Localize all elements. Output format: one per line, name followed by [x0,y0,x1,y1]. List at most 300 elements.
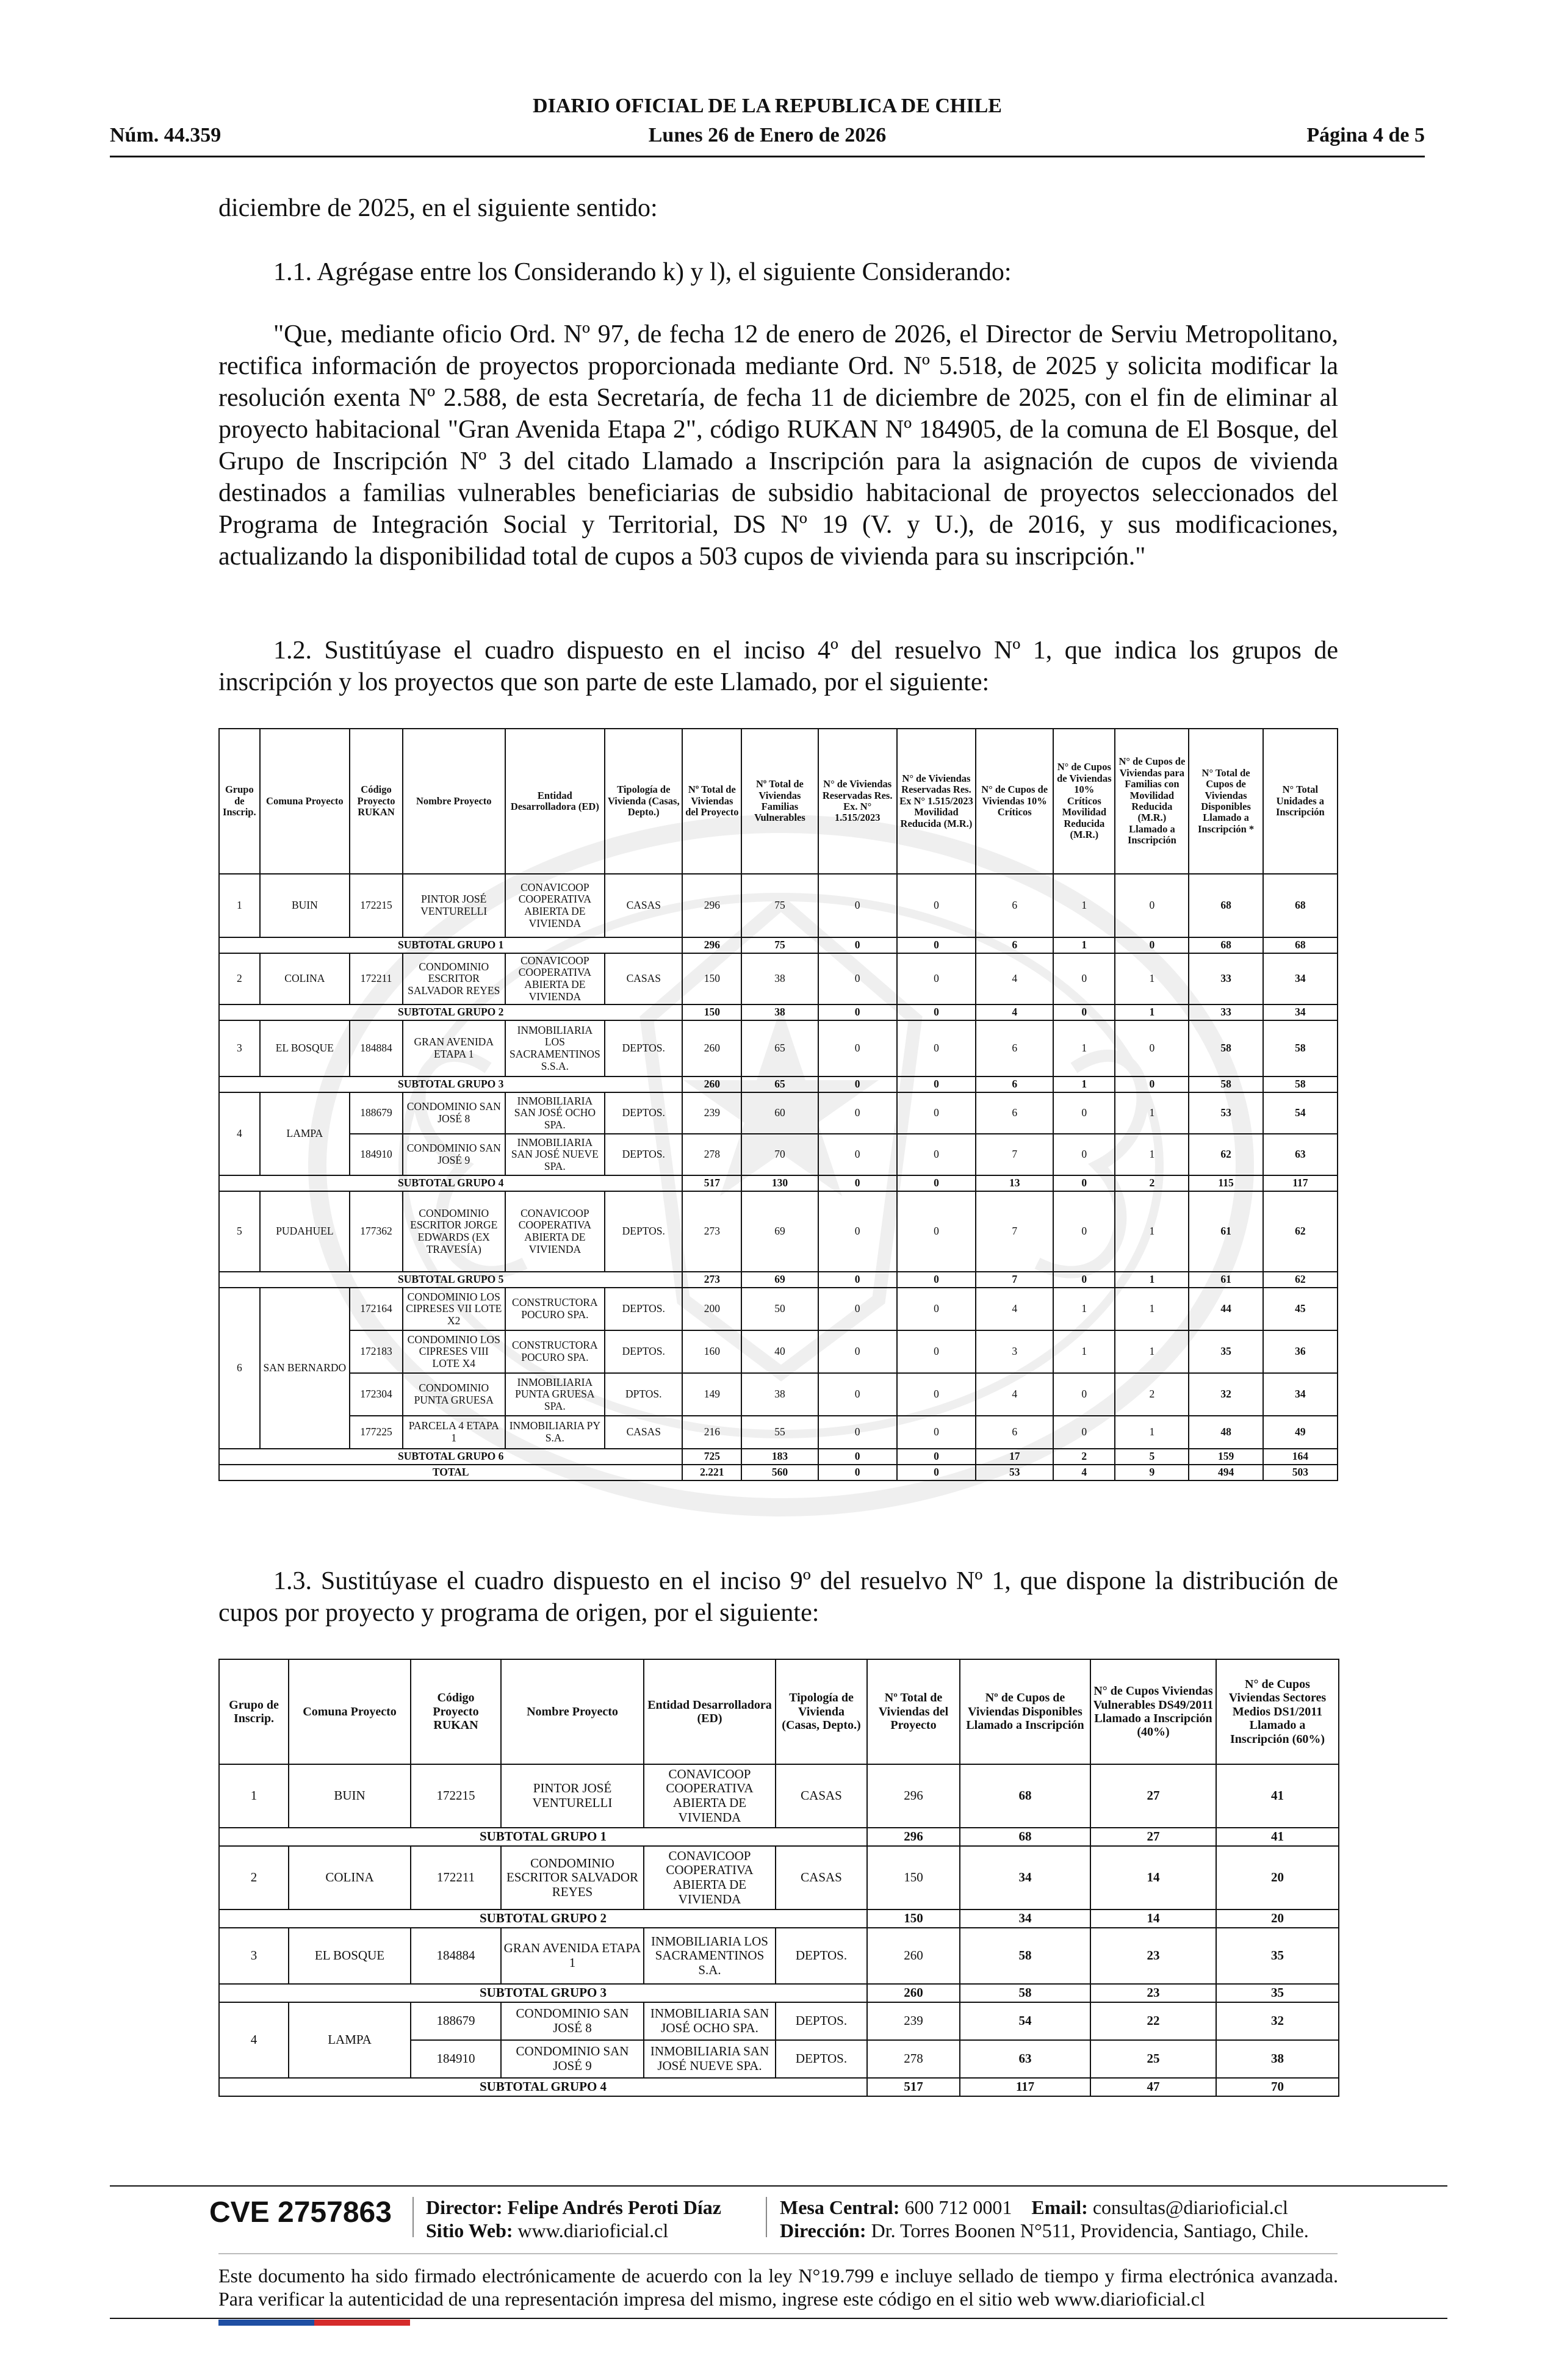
subtotal-value: 0 [897,1272,976,1288]
developer-cell: CONAVICOOP COOPERATIVA ABIERTA DE VIVIENDA [505,874,605,937]
rukan-code-cell: 172211 [350,953,403,1004]
value-cell: 0 [1053,1416,1115,1449]
project-name-cell: CONDOMINIO LOS CIPRESES VIII LOTE X4 [403,1330,505,1373]
subtotal-value: 58 [1263,1076,1338,1092]
value-cell: 200 [682,1288,741,1330]
column-header: Grupo de Inscrip. [219,729,260,874]
value-cell: 0 [1053,953,1115,1004]
rukan-code-cell: 184884 [350,1020,403,1076]
value-cell: 0 [1115,874,1189,937]
subtotal-value: 61 [1189,1272,1262,1288]
body-text-block-2 [218,256,1338,288]
typology-cell: CASAS [605,953,682,1004]
rukan-code-cell: 177225 [350,1416,403,1449]
value-cell: 68 [960,1764,1090,1828]
header-divider [110,156,1425,157]
subtotal-value: 47 [1090,2078,1216,2096]
value-cell: 35 [1216,1928,1339,1984]
value-cell: 0 [818,874,897,937]
table-row [219,1134,1338,1175]
value-cell: 62 [1189,1134,1262,1175]
subtotal-value: 0 [1053,1175,1115,1191]
developer-cell: CONAVICOOP COOPERATIVA ABIERTA DE VIVIENDA [505,1191,605,1272]
typology-cell: DEPTOS. [605,1191,682,1272]
director-label: Director: [426,2196,503,2218]
column-header: Comuna Proyecto [289,1659,411,1764]
website-link[interactable]: www.diarioficial.cl [517,2220,669,2241]
group-number-cell: 4 [219,2002,289,2078]
value-cell: 55 [741,1416,818,1449]
rukan-code-cell: 172183 [350,1330,403,1373]
subtotal-value: 115 [1189,1175,1262,1191]
typology-cell: DEPTOS. [605,1020,682,1076]
value-cell: 61 [1189,1191,1262,1272]
subtotal-value: 273 [682,1272,741,1288]
paragraph-considerando: "Que, mediante oficio Ord. Nº 97, de fecha 12 de enero de 2026, el Director de Serviu Metropolitano, rectifica información de proyectos proporcionada mediante Ord. Nº 5.518, de 2025 y solicita modificar la resolución exenta Nº 2.588, de esta Secretaría, de fecha 11 de diciembre de 2025, con el fin de eliminar al proyecto habitacional "Gran Avenida Etapa 2", código RUKAN Nº 184905, de la comuna de El Bosque, del Grupo de Inscripción Nº 3 del citado Llamado a Inscripción para la asignación de cupos de vivienda destinados a familias vulnerables beneficiarias de subsidio habitacional de proyectos seleccionados del Programa de Integración Social y Territorial, DS Nº 19 (V. y U.), de 2016, y sus modificaciones, actualizando la disponibilidad total de cupos a 503 cupos de vivienda para su inscripción." [218,320,1338,571]
column-header: Nombre Proyecto [501,1659,644,1764]
table-row [219,1330,1338,1373]
subtotal-value: 70 [1216,2078,1339,2096]
value-cell: 2 [1115,1373,1189,1416]
value-cell: 4 [976,1373,1053,1416]
body-text-block-3 [218,319,1338,572]
value-cell: 1 [1115,1134,1189,1175]
rukan-code-cell: 188679 [350,1092,403,1134]
subtotal-value: 33 [1189,1004,1262,1020]
subtotal-value: 34 [1263,1004,1338,1020]
subtotal-value: 58 [1189,1076,1262,1092]
project-name-cell: CONDOMINIO LOS CIPRESES VII LOTE X2 [403,1288,505,1330]
column-header: N° de Cupos de Viviendas para Familias con Movilidad Reducida (M.R.) Llamado a Inscripción [1115,729,1189,874]
group-number-cell: 3 [219,1020,260,1076]
subtotal-row [219,1076,1338,1092]
value-cell: 34 [1263,1373,1338,1416]
subtotal-value: 34 [960,1909,1090,1928]
subtotal-value: 38 [741,1004,818,1020]
project-name-cell: GRAN AVENIDA ETAPA 1 [403,1020,505,1076]
total-value: 2.221 [682,1465,741,1480]
value-cell: 0 [897,1191,976,1272]
phone-number: 600 712 0001 [904,2196,1012,2218]
value-cell: 296 [682,874,741,937]
issue-number: Núm. 44.359 [110,124,222,146]
value-cell: 6 [976,1416,1053,1449]
group-number-cell: 6 [219,1288,260,1449]
newspaper-title: DIARIO OFICIAL DE LA REPUBLICA DE CHILE [533,95,1002,117]
value-cell: 0 [818,1191,897,1272]
column-header: Nº Total de Viviendas del Proyecto [867,1659,960,1764]
value-cell: 6 [976,874,1053,937]
value-cell: 38 [741,1373,818,1416]
project-name-cell: CONDOMINIO SAN JOSÉ 8 [501,2002,644,2040]
footer-separator [766,2197,767,2237]
paragraph-1-2: 1.2. Sustitúyase el cuadro dispuesto en el inciso 4º del resuelvo Nº 1, que indica los grupos de inscripción y los proyectos que son parte de este Llamado, por el siguiente: [218,636,1338,696]
subtotal-value: 0 [897,1175,976,1191]
subtotal-value: 58 [960,1984,1090,2002]
value-cell: 150 [867,1846,960,1909]
developer-cell: CONAVICOOP COOPERATIVA ABIERTA DE VIVIENDA [644,1846,776,1909]
table-row [219,1373,1338,1416]
value-cell: 150 [682,953,741,1004]
rukan-code-cell: 172211 [411,1846,501,1909]
value-cell: 70 [741,1134,818,1175]
value-cell: 0 [897,953,976,1004]
table-row [219,874,1338,937]
group-number-cell: 2 [219,953,260,1004]
value-cell: 296 [867,1764,960,1828]
value-cell: 58 [1189,1020,1262,1076]
developer-cell: CONSTRUCTORA POCURO SPA. [505,1288,605,1330]
column-header: N° de Cupos Viviendas Sectores Medios DS1/2011 Llamado a Inscripción (60%) [1216,1659,1339,1764]
value-cell: 40 [741,1330,818,1373]
value-cell: 25 [1090,2040,1216,2078]
subtotal-value: 0 [818,1004,897,1020]
subtotal-value: 0 [818,1076,897,1092]
project-name-cell: CONDOMINIO PUNTA GRUESA [403,1373,505,1416]
value-cell: 1 [1053,1330,1115,1373]
commune-cell: BUIN [260,874,350,937]
column-header: N° de Cupos Viviendas Vulnerables DS49/2011 Llamado a Inscripción (40%) [1090,1659,1216,1764]
subtotal-value: 183 [741,1449,818,1465]
table-row [219,1416,1338,1449]
value-cell: 0 [818,1020,897,1076]
footer-divider-top [110,2185,1447,2187]
subtotal-value: 27 [1090,1828,1216,1846]
value-cell: 41 [1216,1764,1339,1828]
subtotal-row [219,1175,1338,1191]
column-header: Comuna Proyecto [260,729,350,874]
table-row [219,1020,1338,1076]
value-cell: 0 [1115,1020,1189,1076]
subtotal-value: 0 [818,1449,897,1465]
total-value: 53 [976,1465,1053,1480]
value-cell: 0 [818,1288,897,1330]
value-cell: 1 [1115,1416,1189,1449]
subtotal-value: 75 [741,937,818,953]
value-cell: 68 [1189,874,1262,937]
commune-cell: LAMPA [289,2002,411,2078]
group-number-cell: 3 [219,1928,289,1984]
value-cell: 0 [897,1373,976,1416]
value-cell: 260 [682,1020,741,1076]
value-cell: 1 [1053,1020,1115,1076]
value-cell: 0 [818,953,897,1004]
paragraph-1-3: 1.3. Sustitúyase el cuadro dispuesto en el inciso 9º del resuelvo Nº 1, que dispone la distribución de cupos por proyecto y programa de origen, por el siguiente: [218,1567,1338,1627]
subtotal-value: 0 [818,1175,897,1191]
value-cell: 58 [960,1928,1090,1984]
value-cell: 6 [976,1020,1053,1076]
value-cell: 149 [682,1373,741,1416]
project-name-cell: PARCELA 4 ETAPA 1 [403,1416,505,1449]
value-cell: 58 [1263,1020,1338,1076]
subtotal-label: SUBTOTAL GRUPO 2 [219,1004,682,1020]
value-cell: 1 [1053,874,1115,937]
column-header: N° Total Unidades a Inscripción [1263,729,1338,874]
subtotal-value: 517 [867,2078,960,2096]
value-cell: 34 [1263,953,1338,1004]
typology-cell: DEPTOS. [776,2002,867,2040]
subtotal-value: 23 [1090,1984,1216,2002]
value-cell: 75 [741,874,818,937]
column-header: Nº de Cupos de Viviendas Disponibles Llamado a Inscripción [960,1659,1090,1764]
page-number: Página 4 de 5 [1306,124,1425,146]
total-value: 560 [741,1465,818,1480]
project-name-cell: CONDOMINIO ESCRITOR JORGE EDWARDS (EX TRAVESÍA) [403,1191,505,1272]
subtotal-value: 68 [1189,937,1262,953]
value-cell: 278 [682,1134,741,1175]
value-cell: 1 [1115,1330,1189,1373]
group-number-cell: 2 [219,1846,289,1909]
subtotal-value: 0 [818,1272,897,1288]
subtotal-row [219,1004,1338,1020]
subtotal-value: 1 [1115,1272,1189,1288]
subtotal-label: SUBTOTAL GRUPO 4 [219,1175,682,1191]
value-cell: 239 [867,2002,960,2040]
table-row [219,1764,1339,1828]
value-cell: 260 [867,1928,960,1984]
value-cell: 7 [976,1134,1053,1175]
total-value: 0 [818,1465,897,1480]
value-cell: 239 [682,1092,741,1134]
total-row [219,1465,1338,1480]
value-cell: 0 [897,1288,976,1330]
value-cell: 35 [1189,1330,1262,1373]
value-cell: 0 [897,874,976,937]
typology-cell: CASAS [605,1416,682,1449]
subtotal-value: 164 [1263,1449,1338,1465]
value-cell: 23 [1090,1928,1216,1984]
rukan-code-cell: 188679 [411,2002,501,2040]
value-cell: 63 [960,2040,1090,2078]
typology-cell: DEPTOS. [605,1330,682,1373]
email-label: Email: [1031,2196,1088,2218]
total-label: TOTAL [219,1465,682,1480]
subtotal-label: SUBTOTAL GRUPO 1 [219,1828,867,1846]
value-cell: 54 [1263,1092,1338,1134]
subtotal-value: 0 [897,1449,976,1465]
value-cell: 0 [897,1330,976,1373]
group-number-cell: 1 [219,874,260,937]
value-cell: 32 [1189,1373,1262,1416]
subtotal-value: 1 [1053,937,1115,953]
issue-date: Lunes 26 de Enero de 2026 [648,124,887,146]
value-cell: 0 [818,1416,897,1449]
subtotal-value: 69 [741,1272,818,1288]
value-cell: 0 [897,1092,976,1134]
subtotal-label: SUBTOTAL GRUPO 6 [219,1449,682,1465]
subtotal-value: 517 [682,1175,741,1191]
value-cell: 54 [960,2002,1090,2040]
developer-cell: INMOBILIARIA SAN JOSÉ NUEVE SPA. [644,2040,776,2078]
value-cell: 14 [1090,1846,1216,1909]
value-cell: 160 [682,1330,741,1373]
value-cell: 63 [1263,1134,1338,1175]
value-cell: 48 [1189,1416,1262,1449]
typology-cell: DEPTOS. [605,1288,682,1330]
value-cell: 27 [1090,1764,1216,1828]
project-name-cell: CONDOMINIO SAN JOSÉ 9 [403,1134,505,1175]
total-value: 494 [1189,1465,1262,1480]
subtotal-value: 0 [1115,1076,1189,1092]
body-text-block-5 [218,1565,1338,1629]
value-cell: 0 [818,1330,897,1373]
column-header: N° de Viviendas Reservadas Res. Ex N° 1.515/2023 Movilidad Reducida (M.R.) [897,729,976,874]
value-cell: 65 [741,1020,818,1076]
typology-cell: DEPTOS. [605,1134,682,1175]
group-number-cell: 4 [219,1092,260,1175]
subtotal-value: 1 [1115,1004,1189,1020]
web-label: Sitio Web: [426,2220,513,2241]
commune-cell: BUIN [289,1764,411,1828]
value-cell: 7 [976,1191,1053,1272]
value-cell: 44 [1189,1288,1262,1330]
subtotal-value: 0 [897,1076,976,1092]
director-name: Felipe Andrés Peroti Díaz [507,2196,721,2218]
value-cell: 6 [976,1092,1053,1134]
subtotal-value: 0 [1053,1004,1115,1020]
subtotal-value: 159 [1189,1449,1262,1465]
subtotal-label: SUBTOTAL GRUPO 3 [219,1076,682,1092]
column-header: Entidad Desarrolladora (ED) [505,729,605,874]
developer-cell: INMOBILIARIA SAN JOSÉ OCHO SPA. [505,1092,605,1134]
subtotal-value: 62 [1263,1272,1338,1288]
column-header: N° de Cupos de Viviendas 10% Críticos Movilidad Reducida (M.R.) [1053,729,1115,874]
table-row [219,1288,1338,1330]
subtotal-value: 296 [867,1828,960,1846]
address-label: Dirección: [780,2220,866,2241]
value-cell: 0 [897,1020,976,1076]
group-number-cell: 5 [219,1191,260,1272]
project-name-cell: CONDOMINIO SAN JOSÉ 9 [501,2040,644,2078]
subtotal-label: SUBTOTAL GRUPO 2 [219,1909,867,1928]
total-value: 9 [1115,1465,1189,1480]
subtotal-value: 150 [682,1004,741,1020]
commune-cell: EL BOSQUE [289,1928,411,1984]
commune-cell: PUDAHUEL [260,1191,350,1272]
subtotal-row [219,1909,1339,1928]
value-cell: 32 [1216,2002,1339,2040]
body-text-block-1 [218,192,1338,224]
subtotal-value: 117 [1263,1175,1338,1191]
value-cell: 53 [1189,1092,1262,1134]
phone-label: Mesa Central: [780,2196,900,2218]
page-header [110,95,1425,156]
table-row [219,953,1338,1004]
subtotal-label: SUBTOTAL GRUPO 1 [219,937,682,953]
table-row [219,1928,1339,1984]
project-name-cell: PINTOR JOSÉ VENTURELLI [501,1764,644,1828]
developer-cell: INMOBILIARIA SAN JOSÉ NUEVE SPA. [505,1134,605,1175]
subtotal-value: 260 [682,1076,741,1092]
value-cell: 273 [682,1191,741,1272]
subtotal-value: 0 [897,937,976,953]
footer-divider-mid [218,2253,1338,2254]
value-cell: 0 [818,1134,897,1175]
footer-director-block [426,2196,721,2242]
subtotal-value: 150 [867,1909,960,1928]
value-cell: 278 [867,2040,960,2078]
total-value: 0 [897,1465,976,1480]
project-name-cell: CONDOMINIO SAN JOSÉ 8 [403,1092,505,1134]
column-header: Código Proyecto RUKAN [411,1659,501,1764]
value-cell: 68 [1263,874,1338,937]
subtotal-value: 7 [976,1272,1053,1288]
subtotal-value: 2 [1053,1449,1115,1465]
subtotal-value: 0 [1115,937,1189,953]
rukan-code-cell: 184910 [411,2040,501,2078]
column-header: N° Total de Cupos de Viviendas Disponibles Llamado a Inscripción * [1189,729,1262,874]
typology-cell: DPTOS. [605,1373,682,1416]
subtotal-value: 68 [1263,937,1338,953]
body-text-block-4 [218,635,1338,698]
developer-cell: INMOBILIARIA LOS SACRAMENTINOS S.A. [644,1928,776,1984]
project-name-cell: PINTOR JOSÉ VENTURELLI [403,874,505,937]
subtotal-value: 20 [1216,1909,1339,1928]
subtotal-value: 41 [1216,1828,1339,1846]
developer-cell: INMOBILIARIA LOS SACRAMENTINOS S.S.A. [505,1020,605,1076]
subtotal-value: 1 [1053,1076,1115,1092]
subtotal-value: 0 [818,937,897,953]
value-cell: 60 [741,1092,818,1134]
subtotal-value: 6 [976,1076,1053,1092]
value-cell: 0 [1053,1092,1115,1134]
flag-stripe-blue [218,2320,314,2326]
value-cell: 36 [1263,1330,1338,1373]
rukan-code-cell: 184884 [411,1928,501,1984]
subtotal-value: 260 [867,1984,960,2002]
typology-cell: DEPTOS. [605,1092,682,1134]
typology-cell: CASAS [605,874,682,937]
value-cell: 50 [741,1288,818,1330]
subtotal-value: 0 [897,1004,976,1020]
email-link[interactable]: consultas@diarioficial.cl [1092,2196,1288,2218]
value-cell: 4 [976,953,1053,1004]
subtotal-value: 130 [741,1175,818,1191]
value-cell: 1 [1053,1288,1115,1330]
value-cell: 38 [1216,2040,1339,2078]
paragraph-1-1: 1.1. Agrégase entre los Considerando k) y l), el siguiente Considerando: [273,258,1012,286]
subtotal-row [219,1828,1339,1846]
footer-divider-bottom [110,2318,1447,2319]
rukan-code-cell: 177362 [350,1191,403,1272]
column-header: Entidad Desarrolladora (ED) [644,1659,776,1764]
legal-notice: Este documento ha sido firmado electrónicamente de acuerdo con la ley N°19.799 e incluye sellado de tiempo y firma electrónica avanzada. Para verificar la autenticidad de una representación impresa del mismo, ingrese este código en el sitio web www.diarioficial.cl [218,2265,1338,2310]
subtotal-row [219,2078,1339,2096]
commune-cell: COLINA [260,953,350,1004]
project-name-cell: CONDOMINIO ESCRITOR SALVADOR REYES [501,1846,644,1909]
subtotal-label: SUBTOTAL GRUPO 3 [219,1984,867,2002]
value-cell: 1 [1115,1191,1189,1272]
value-cell: 4 [976,1288,1053,1330]
value-cell: 0 [1053,1134,1115,1175]
value-cell: 1 [1115,953,1189,1004]
typology-cell: DEPTOS. [776,2040,867,2078]
value-cell: 0 [1053,1191,1115,1272]
subtotal-value: 0 [1053,1272,1115,1288]
value-cell: 34 [960,1846,1090,1909]
value-cell: 0 [897,1134,976,1175]
commune-cell: EL BOSQUE [260,1020,350,1076]
value-cell: 3 [976,1330,1053,1373]
subtotal-value: 2 [1115,1175,1189,1191]
value-cell: 0 [1053,1373,1115,1416]
value-cell: 0 [818,1092,897,1134]
distribution-table [218,1659,1339,2097]
commune-cell: LAMPA [260,1092,350,1175]
subtotal-value: 17 [976,1449,1053,1465]
table-row [219,1846,1339,1909]
value-cell: 0 [818,1373,897,1416]
